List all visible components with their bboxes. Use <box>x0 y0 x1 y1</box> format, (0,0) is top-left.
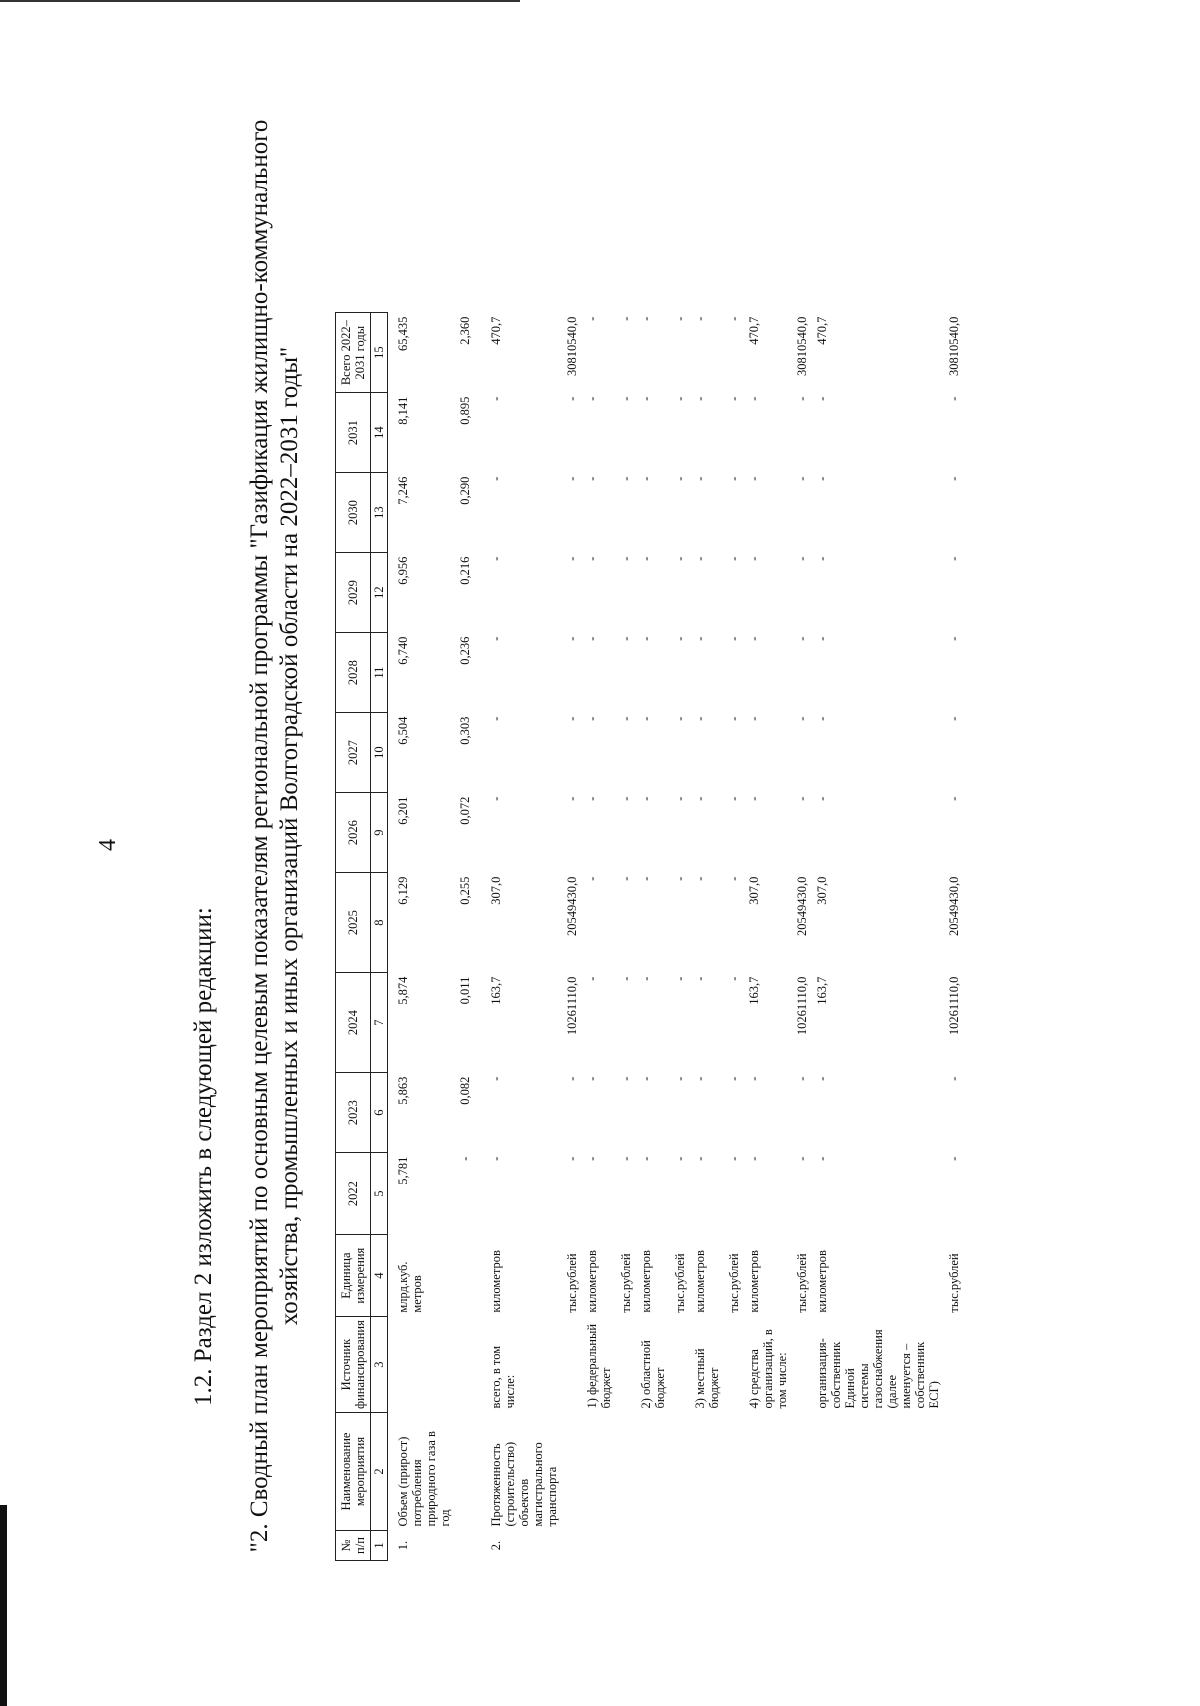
table-cell: 6,201 <box>396 796 410 825</box>
table-cell <box>744 1531 792 1561</box>
table-cell: - <box>565 1156 579 1161</box>
table-cell <box>582 1413 616 1531</box>
table-cell: - <box>619 396 633 401</box>
column-number-row <box>371 313 388 1561</box>
table-row <box>812 313 944 1561</box>
table-cell: 2) областной бюджет <box>639 1340 667 1409</box>
table-cell: - <box>815 796 829 801</box>
table-cell: - <box>565 396 579 401</box>
column-number: 2 <box>371 1413 388 1531</box>
section-heading: 1.2. Раздел 2 изложить в следующей редакции: <box>190 907 217 1406</box>
table-cell <box>455 1235 475 1317</box>
table-cell: 6,504 <box>396 716 410 745</box>
table-cell: - <box>585 876 599 881</box>
table-cell: - <box>693 876 707 881</box>
table-cell: - <box>673 1076 687 1081</box>
header-cell-2025: 2025 <box>336 873 371 973</box>
table-cell <box>944 1531 964 1561</box>
column-number: 10 <box>371 713 388 793</box>
table-cell <box>812 1413 944 1531</box>
table-cell: тыс.рублей <box>565 1253 579 1313</box>
table-cell: - <box>693 316 707 321</box>
table-cell: - <box>747 636 761 641</box>
table-cell <box>792 1413 812 1531</box>
table-cell: 1) федеральный бюджет <box>585 1323 613 1409</box>
table-cell: 163,7 <box>747 976 761 1005</box>
table-cell <box>670 1413 690 1531</box>
table-cell: - <box>795 476 809 481</box>
table-cell: - <box>489 396 503 401</box>
table-cell: 6,129 <box>396 876 410 905</box>
table-cell: - <box>795 396 809 401</box>
column-number: 3 <box>371 1317 388 1413</box>
column-number: 4 <box>371 1235 388 1317</box>
table-cell: 0,072 <box>458 796 472 825</box>
table-cell: - <box>693 1076 707 1081</box>
table-cell: - <box>727 1156 741 1161</box>
table-cell: Объем (прирост) потребления природного газа в год <box>396 1431 452 1527</box>
table-cell: - <box>585 396 599 401</box>
table-cell: 5,863 <box>396 1076 410 1105</box>
table-cell: - <box>727 1076 741 1081</box>
column-number: 7 <box>371 973 388 1073</box>
header-cell-2030: 2030 <box>336 473 371 553</box>
table-cell: - <box>947 636 961 641</box>
table-cell: километров <box>815 1250 829 1313</box>
table-cell <box>670 1531 690 1561</box>
table-cell: тыс.рублей <box>947 1253 961 1313</box>
table-cell: - <box>747 1156 761 1161</box>
table-cell <box>582 1531 616 1561</box>
header-cell-activity: Наименование мероприятия <box>336 1413 371 1531</box>
table-cell <box>792 1317 812 1413</box>
table-cell: 2,360 <box>458 316 472 345</box>
table-cell <box>455 1413 475 1531</box>
table-cell: - <box>565 476 579 481</box>
table-cell: 3) местный бюджет <box>693 1348 721 1409</box>
table-cell: - <box>585 556 599 561</box>
table-cell: - <box>619 1156 633 1161</box>
table-cell: - <box>693 976 707 981</box>
table-cell <box>792 1531 812 1561</box>
table-cell: 10261110,0 <box>795 976 809 1036</box>
header-cell-total: Всего 2022–2031 годы <box>336 313 371 393</box>
table-cell <box>670 1317 690 1413</box>
header-cell-2028: 2028 <box>336 633 371 713</box>
table-cell: 470,7 <box>489 316 503 345</box>
table-row <box>582 313 616 1561</box>
table-cell: 4) средства организаций, в том числе: <box>747 1329 789 1409</box>
table-cell: километров <box>639 1250 653 1313</box>
table-cell <box>724 1531 744 1561</box>
table-cell: - <box>947 716 961 721</box>
table-cell: - <box>639 1156 653 1161</box>
table-row <box>388 313 456 1561</box>
table-cell: - <box>693 396 707 401</box>
table-cell: - <box>489 1156 503 1161</box>
table-cell: - <box>727 976 741 981</box>
table-cell: тыс.рублей <box>619 1253 633 1313</box>
table-cell: - <box>747 716 761 721</box>
header-cell-2026: 2026 <box>336 793 371 873</box>
table-cell: 5,781 <box>396 1156 410 1185</box>
table-body <box>388 313 965 1561</box>
table-cell: 5,874 <box>396 976 410 1005</box>
table-cell: - <box>489 796 503 801</box>
table-cell: - <box>673 796 687 801</box>
table-cell <box>636 1413 670 1531</box>
table-cell: - <box>795 556 809 561</box>
table-cell: - <box>585 1076 599 1081</box>
column-number: 13 <box>371 473 388 553</box>
header-cell-2024: 2024 <box>336 973 371 1073</box>
table-cell: 163,7 <box>489 976 503 1005</box>
header-cell-2023: 2023 <box>336 1073 371 1153</box>
table-cell: - <box>673 396 687 401</box>
table-cell: - <box>815 476 829 481</box>
column-number: 6 <box>371 1073 388 1153</box>
table-cell: - <box>639 316 653 321</box>
table-cell: - <box>585 476 599 481</box>
table-cell: 307,0 <box>747 876 761 905</box>
table-cell: - <box>619 556 633 561</box>
header-cell-2022: 2022 <box>336 1153 371 1235</box>
table-cell: - <box>639 556 653 561</box>
table-cell: километров <box>747 1250 761 1313</box>
page-number: 4 <box>95 839 121 851</box>
table-cell: - <box>639 636 653 641</box>
table-title: "2. Сводный план мероприятий по основным целевым показателям региональной программы "Газификация жилищно-коммунального хозяйства, промышленных и иных организаций Волгоградской области на 2022–2031 годы" <box>246 119 303 1553</box>
table-cell: - <box>565 716 579 721</box>
table-cell: - <box>619 976 633 981</box>
table-cell: - <box>815 396 829 401</box>
table-row <box>744 313 792 1561</box>
header-cell-2029: 2029 <box>336 553 371 633</box>
table-cell: - <box>747 556 761 561</box>
table-cell: - <box>727 396 741 401</box>
table-cell: километров <box>585 1250 599 1313</box>
table-cell <box>455 1531 475 1561</box>
column-number: 15 <box>371 313 388 393</box>
table-cell: - <box>727 796 741 801</box>
table-cell: - <box>815 556 829 561</box>
table-cell: - <box>585 1156 599 1161</box>
table-row <box>562 313 582 1561</box>
table-cell: 20549430,0 <box>947 876 961 937</box>
table-row <box>792 313 812 1561</box>
table-cell: тыс.рублей <box>727 1253 741 1313</box>
table-cell: 6,956 <box>396 556 410 585</box>
table-cell: 30810540,0 <box>565 316 579 377</box>
table-cell: - <box>639 876 653 881</box>
table-cell: - <box>693 476 707 481</box>
column-number: 9 <box>371 793 388 873</box>
table-cell: 0,011 <box>458 976 472 1005</box>
table-cell <box>562 1531 582 1561</box>
table-cell: - <box>727 876 741 881</box>
table-cell: - <box>795 636 809 641</box>
table-cell: - <box>795 1076 809 1081</box>
table-cell: - <box>727 476 741 481</box>
table-cell: - <box>489 636 503 641</box>
table-cell: 0,216 <box>458 556 472 585</box>
table-cell: - <box>565 1076 579 1081</box>
table-cell: Протяженность (строительство) объектов магистрального транспорта <box>489 1441 559 1527</box>
column-number: 8 <box>371 873 388 973</box>
table-cell: - <box>673 976 687 981</box>
table-cell: 470,7 <box>747 316 761 345</box>
table-cell: - <box>947 1076 961 1081</box>
table-row <box>475 313 562 1561</box>
table-cell <box>562 1413 582 1531</box>
table-cell <box>455 1317 475 1413</box>
table-cell: - <box>619 316 633 321</box>
header-cell-unit: Единица измерения <box>336 1235 371 1317</box>
table-cell <box>744 1413 792 1531</box>
table-cell: - <box>673 1156 687 1161</box>
summary-plan-table <box>335 312 964 1561</box>
table-cell: 10261110,0 <box>947 976 961 1036</box>
table-cell: - <box>815 716 829 721</box>
table-cell: - <box>639 976 653 981</box>
table-cell: - <box>585 796 599 801</box>
table-row <box>455 313 475 1561</box>
table-cell: - <box>693 796 707 801</box>
table-cell: - <box>727 316 741 321</box>
table-cell: - <box>585 976 599 981</box>
table-cell <box>636 1531 670 1561</box>
table-cell: - <box>693 636 707 641</box>
table-cell <box>812 1531 944 1561</box>
table-cell: 0,290 <box>458 476 472 505</box>
table-cell: - <box>795 716 809 721</box>
table-cell <box>944 1317 964 1413</box>
table-cell: - <box>947 1156 961 1161</box>
table-cell: 30810540,0 <box>947 316 961 377</box>
table-cell: - <box>727 716 741 721</box>
table-cell: - <box>815 636 829 641</box>
header-cell-number: № п/п <box>336 1531 371 1561</box>
table-cell: - <box>619 636 633 641</box>
column-number: 5 <box>371 1153 388 1235</box>
table-cell <box>690 1531 724 1561</box>
table-cell: 1. <box>396 1540 410 1551</box>
table-cell: - <box>673 316 687 321</box>
table-row <box>690 313 724 1561</box>
table-row <box>670 313 690 1561</box>
table-cell: - <box>947 396 961 401</box>
header-cell-source: Источник финансирования <box>336 1317 371 1413</box>
table-cell: 7,246 <box>396 476 410 505</box>
column-number: 1 <box>371 1531 388 1561</box>
table-cell: 0,236 <box>458 636 472 665</box>
table-cell: - <box>947 556 961 561</box>
table-cell <box>690 1413 724 1531</box>
table-cell: - <box>619 1076 633 1081</box>
table-cell: 470,7 <box>815 316 829 345</box>
table-cell: всего, в том числе: <box>489 1345 517 1409</box>
table-cell: - <box>693 1156 707 1161</box>
table-cell: - <box>747 796 761 801</box>
table-cell: - <box>585 316 599 321</box>
table-cell: - <box>619 876 633 881</box>
table-cell: - <box>673 556 687 561</box>
table-cell: - <box>619 716 633 721</box>
table-cell: 2. <box>489 1540 503 1551</box>
table-cell: - <box>639 1076 653 1081</box>
header-cell-2031: 2031 <box>336 393 371 473</box>
table-cell: - <box>639 476 653 481</box>
table-cell: - <box>585 636 599 641</box>
table-cell: млрд.куб. метров <box>396 1261 424 1313</box>
table-cell: - <box>639 396 653 401</box>
table-cell <box>944 1413 964 1531</box>
table-cell: 0,255 <box>458 876 472 905</box>
table-cell <box>724 1413 744 1531</box>
table-cell: 307,0 <box>489 876 503 905</box>
table-cell: 65,435 <box>396 316 410 352</box>
table-cell: тыс.рублей <box>795 1253 809 1313</box>
table-cell: 8,141 <box>396 396 410 425</box>
table-cell: - <box>639 796 653 801</box>
table-cell: 30810540,0 <box>795 316 809 377</box>
table-cell: - <box>565 796 579 801</box>
table-cell: - <box>795 1156 809 1161</box>
table-cell: тыс.рублей <box>673 1253 687 1313</box>
table-cell: 20549430,0 <box>565 876 579 937</box>
table-cell: 6,740 <box>396 636 410 665</box>
table-cell: - <box>727 556 741 561</box>
table-row <box>944 313 964 1561</box>
table-cell: - <box>565 636 579 641</box>
table-cell: 0,303 <box>458 716 472 745</box>
table-cell: - <box>489 556 503 561</box>
table-cell: - <box>747 476 761 481</box>
table-cell: - <box>747 396 761 401</box>
column-number: 12 <box>371 553 388 633</box>
table-cell <box>616 1413 636 1531</box>
table-cell: 10261110,0 <box>565 976 579 1036</box>
table-cell: 163,7 <box>815 976 829 1005</box>
table-cell: - <box>489 1076 503 1081</box>
table-cell: - <box>673 876 687 881</box>
table-cell: - <box>619 796 633 801</box>
table-cell: - <box>727 636 741 641</box>
table-cell: - <box>619 476 633 481</box>
table-cell: километров <box>693 1250 707 1313</box>
table-cell: - <box>673 476 687 481</box>
table-cell: - <box>639 716 653 721</box>
table-cell: - <box>489 476 503 481</box>
table-cell <box>562 1317 582 1413</box>
table-cell: - <box>458 1156 472 1161</box>
table-cell: 0,082 <box>458 1076 472 1105</box>
table-cell <box>724 1317 744 1413</box>
table-cell: - <box>795 796 809 801</box>
column-number: 14 <box>371 393 388 473</box>
table-cell: - <box>673 636 687 641</box>
table-row <box>636 313 670 1561</box>
table-cell: километров <box>489 1250 503 1313</box>
table-row <box>616 313 636 1561</box>
table-cell: - <box>747 1076 761 1081</box>
table-cell: - <box>565 556 579 561</box>
table-cell: - <box>585 716 599 721</box>
table-cell: - <box>673 716 687 721</box>
table-cell: - <box>815 1076 829 1081</box>
table-cell: - <box>489 716 503 721</box>
table-row <box>724 313 744 1561</box>
table-cell: 307,0 <box>815 876 829 905</box>
table-cell <box>616 1317 636 1413</box>
table-cell: - <box>947 796 961 801</box>
table-cell: - <box>693 556 707 561</box>
table-cell: 20549430,0 <box>795 876 809 937</box>
column-number: 11 <box>371 633 388 713</box>
header-cell-2027: 2027 <box>336 713 371 793</box>
table-cell: организация-собственник Единой системы газоснабжения (далее именуется – собственник ЕСГ) <box>815 1329 941 1409</box>
table-cell: - <box>947 476 961 481</box>
table-cell: 0,895 <box>458 396 472 425</box>
table-cell: - <box>693 716 707 721</box>
table-cell <box>388 1317 456 1413</box>
table-cell: - <box>815 1156 829 1161</box>
table-cell <box>616 1531 636 1561</box>
